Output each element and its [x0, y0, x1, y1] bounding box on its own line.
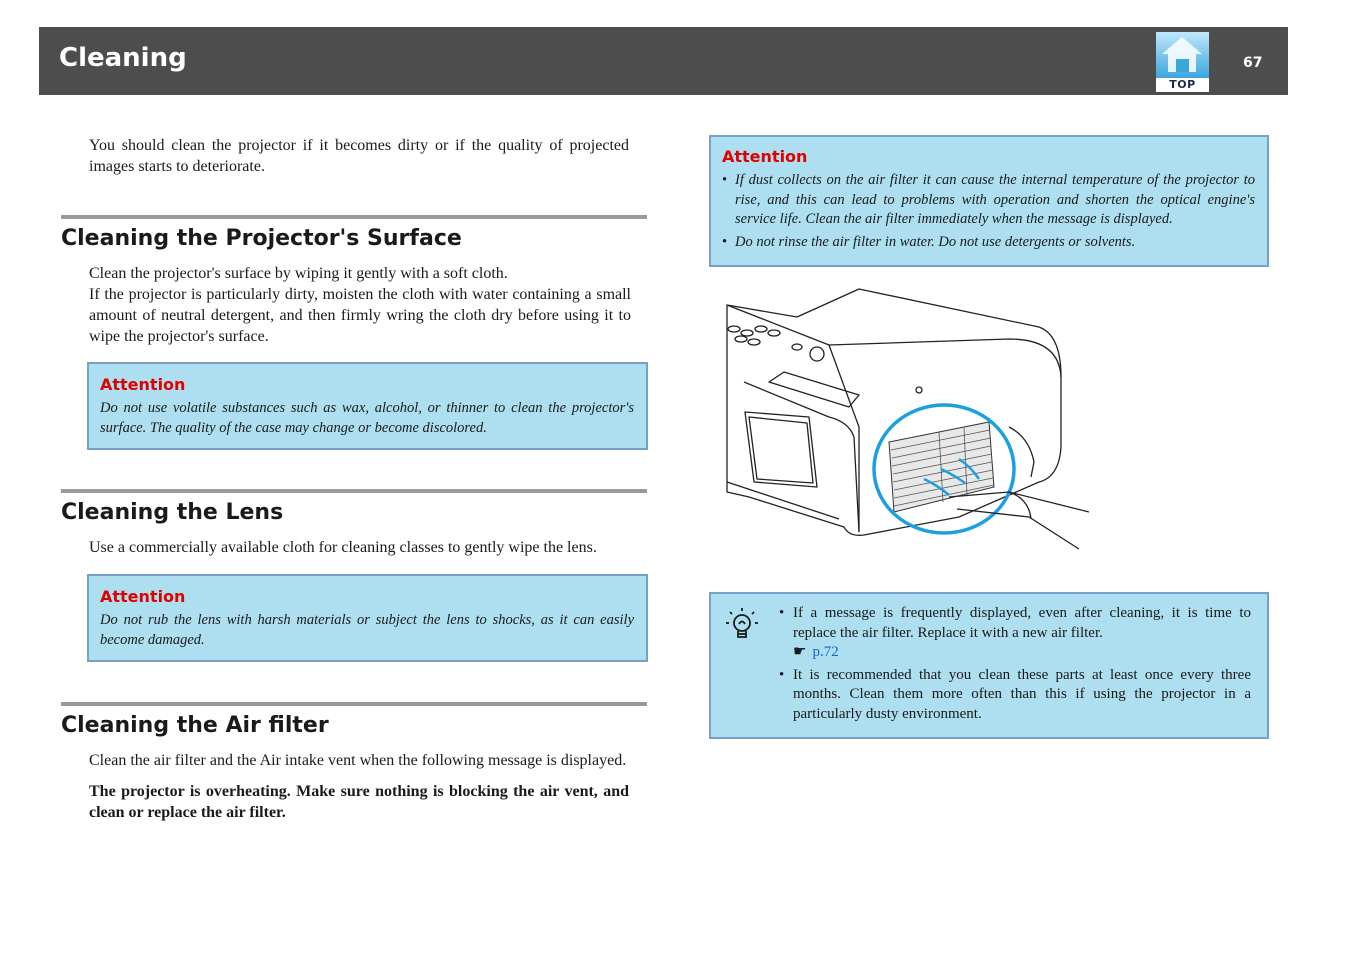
page-title: Cleaning	[59, 43, 187, 73]
page-reference	[793, 643, 839, 663]
surface-body	[89, 263, 631, 347]
surface-body-line-2: If the projector is particularly dirty, moisten the cloth with water containing a small amount of neutral detergent, and then firmly wring the cloth dry before using it to wipe the projector's surface.	[89, 286, 631, 345]
attention-text: Do not use volatile substances such as wax, alcohol, or thinner to clean the projector's surface. The quality of the case may change or become discolored.	[100, 400, 634, 436]
attention-item: • Do not rinse the air filter in water. Do not use detergents or solvents.	[722, 233, 1255, 253]
section-title-air-filter: Cleaning the Air filter	[61, 713, 329, 738]
intro-text: You should clean the projector if it becomes dirty or if the quality of projected images starts to deteriorate.	[89, 137, 629, 175]
house-icon	[1156, 32, 1209, 78]
top-button-label: TOP	[1169, 78, 1196, 91]
attention-text: Do not rub the lens with harsh materials or subject the lens to shocks, as it can easily become damaged.	[100, 612, 634, 648]
tip-box	[709, 592, 1269, 739]
air-filter-body: Clean the air filter and the Air intake vent when the following message is displayed.	[89, 752, 627, 769]
tip-item	[779, 604, 1251, 663]
tip-item: • It is recommended that you clean these parts at least once every three months. Clean them more often than this if using the projector in a particularly dusty environment.	[779, 666, 1251, 725]
attention-box-air-filter	[709, 135, 1269, 267]
tip-list	[779, 604, 1251, 724]
section-lens	[61, 489, 647, 662]
tip-item-text: If a message is frequently displayed, even after cleaning, it is time to replace the air filter. Replace it with a new air filter.	[793, 605, 1251, 641]
attention-title: Attention	[100, 587, 186, 606]
attention-list	[722, 171, 1255, 252]
right-column	[709, 135, 1269, 739]
page-header	[39, 27, 1288, 95]
section-rule	[61, 489, 647, 493]
pointing-hand-icon: ☛	[793, 644, 807, 660]
attention-box-surface	[87, 362, 648, 450]
left-column	[61, 130, 647, 823]
overheating-message: The projector is overheating. Make sure nothing is blocking the air vent, and clean or replace the air filter.	[89, 783, 629, 821]
lens-body: Use a commercially available cloth for cleaning classes to gently wipe the lens.	[89, 539, 597, 556]
lightbulb-icon	[723, 606, 761, 644]
page-link[interactable]: p.72	[812, 644, 839, 660]
section-title-lens: Cleaning the Lens	[61, 500, 284, 525]
section-surface	[61, 215, 647, 450]
projector-air-filter-illustration	[709, 287, 1089, 565]
attention-item: • If dust collects on the air filter it can cause the internal temperature of the projector to rise, and this can lead to problems with operation and shorten the optical engine's service life. Clean the air filter immediately when the message is displayed.	[722, 171, 1255, 230]
section-title-surface: Cleaning the Projector's Surface	[61, 226, 462, 251]
section-rule	[61, 215, 647, 219]
attention-box-lens	[87, 574, 648, 662]
attention-title: Attention	[722, 147, 808, 166]
attention-title: Attention	[100, 375, 186, 394]
page-number: 67	[1243, 55, 1263, 71]
section-rule	[61, 702, 647, 706]
top-button[interactable]	[1156, 32, 1209, 92]
surface-body-line-1: Clean the projector's surface by wiping it gently with a soft cloth.	[89, 265, 508, 282]
section-air-filter	[61, 702, 647, 823]
